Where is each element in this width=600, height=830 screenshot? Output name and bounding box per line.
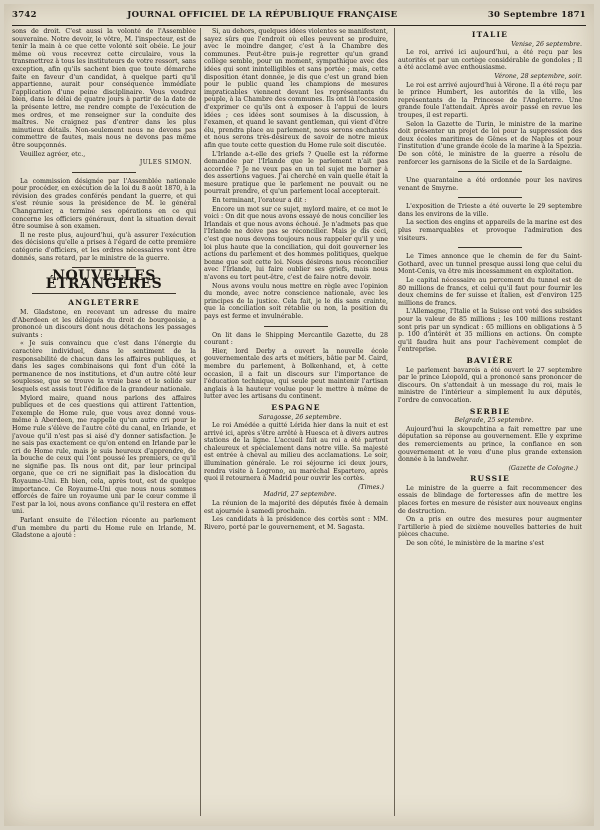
signature: JULES SIMON. [139, 159, 192, 167]
paragraph: Parlant ensuite de l'élection récente au parlement d'un membre du parti du Home rule en Irlande, M. Gladstone a ajouté : [12, 517, 196, 540]
issue-date: 30 Septembre 1871 [487, 10, 586, 20]
paragraph: Mylord maire, quand nous parlons des affaires publiques et de ces questions qui attirent l'attention, l'exemple de Home rule, que vous avez donné vous-même à Aberdeen, me rappelle qu'un autre cri pour le Home rule s'élève de l'autre côté du canal, en Irlande, et j'avoue qu'il n'est pas si aisé d'y donner satisfaction. Je ne sais pas exactement ce qu'on entend en Irlande par le cri de Home rule, mais je suis heureux d'apprendre, de la bouche de ceux qui l'ont poussé les premiers, ce qu'il ne signifie pas. Ils nous ont dit, par leur principal organe, que ce cri ne signifiait pas la dislocation du Royaume-Uni. Eh bien, cela, après tout, est de quelque importance. Ce Royaume-Uni que nous nous sommes efforcés de faire un royaume uni par le cœur comme il l'est par la loi, nous avons confiance qu'il restera en effet uni. [12, 394, 196, 516]
paragraph: L'exposition de Trieste a été ouverte le 29 septembre dans les environs de la ville. [398, 203, 582, 218]
column-1 [12, 28, 196, 816]
source-credit: (Gazette de Cologne.) [508, 464, 578, 472]
column-2 [204, 28, 388, 816]
page-number: 3742 [12, 10, 37, 20]
paragraph: Selon la Gazette de Turin, le ministre de la marine doit présenter un projet de loi pour la suppression des deux écoles maritimes de Gênes et de Naples et pour l'institution d'une grande école de la marine à la Spezzia. De son côté, le ministre de la guerre a résolu de renforcer les garnisons de la Sicile et de la Sardaigne. [398, 120, 582, 166]
paragraph: L'Irlande a-t-elle des griefs ? Quelle est la réforme demandée par l'Irlande que le parlement n'ait pas accordée ? Je ne veux pas en un tel sujet me borner à des assertions vagues. J'ai cherché en vain quelle était la mesure pratique que le parlement ne pouvait ou ne pourrait prendre, et qu'un parlement local accepterait. [204, 150, 388, 196]
paragraph: Si, au dehors, quelques idées violentes se manifestent, sayez sûrs que l'endroit où elles peuvent se produire, avec le moindre danger, c'est à la Chambre des communes. Peut-être puis-je regretter qu'un grand collège semble, pour un moment, sympathique avec des idées qui sont inintelligibles et sans portée ; mais, cette disposition étant donnée, je dis que c'est un grand bien pour le public quand les champions de mesures impraticables viennent devant les représentants du peuple, à la Chambre des communes. Ils ont là l'occasion d'exprimer ce qu'ils ont à exposer à l'appui de leurs idées ; ces idées sont soumises à la discussion, à l'examen, et quand le savant gentleman, qui vient d'être élu, prendra place au parlement, nous serons enchantés et nous serons très-désireux de savoir de notre mieux afin que toute cette question du Home rule soit discutée. [204, 28, 388, 149]
paragraph: Encore un mot sur ce sujet, mylord maire, et ce mot le voici : On dit que nous avons essayé de nous concilier les Irlandais et que nous avons échoué. Je n'admets pas que l'Irlande ne doive pas se réconcilier. Mais je dis ceci, c'est que nous devons toujours nous rappeler qu'il y une loi plus haute que la conciliation, qui doit gouverner les actions du parlement et des hommes politiques, quelque bonne que soit cette loi. Nous désirons nous réconcilier avec l'Irlande, lui faire oublier ses griefs, mais nous n'avons eu tort peut-être, c'est de faire notre devoir. [204, 205, 388, 281]
dateline: Vérone, 28 septembre, soir. [494, 72, 582, 80]
paragraph: On a pris en outre des mesures pour augmenter l'artillerie à pied de sixième nouvelles batteries de huit pièces chacune. [398, 516, 582, 539]
paragraph: Aujourd'hui la skoupchtina a fait remettre par une députation sa réponse au gouvernement. Elle y exprime des remerciements au prince, la confiance en son gouvernement et le vœu d'une plus grande extension donnée à la landwehr. [398, 425, 582, 464]
paragraph: On lit dans le Shipping Mercantile Gazette, du 28 courant : [204, 331, 388, 347]
column-divider [200, 28, 201, 816]
paragraph: Le roi, arrivé ici aujourd'hui, a été reçu par les autorités et par un cortège considérable de gondoles ; Il a été acclamé avec enthousiasme. [398, 49, 582, 72]
paragraph: Nous avons voulu nous mettre en règle avec l'opinion du monde, avec notre conscience nationale, avec les principes de la justice. Cela fait, je le dis sans crainte, que la conciliation soit rétablie ou non, la position du pays est ferme et invulnérable. [204, 282, 388, 320]
country-heading: SERBIE [469, 406, 511, 416]
divider [264, 326, 328, 327]
newspaper-page [4, 4, 594, 826]
divider [458, 171, 522, 172]
section-title: NOUVELLES ÉTRANGÈRES [45, 268, 163, 292]
dateline: Belgrade, 25 septembre. [454, 417, 534, 425]
country-heading: ESPAGNE [271, 402, 321, 412]
paragraph: Le roi Amédée a quitté Lérida hier dans la nuit et est arrivé ici, après s'être arrêté à Huesca et à divers autres stations de la ligne. L'accueil fait au roi a été partout chaleureux et spécialement dans notre ville. Sa majesté est entrée à cheval au milieu des acclamations. Le soir, illumination générale. Le roi séjourne ici deux jours, rendra visite à Logrono, au maréchal Espartero, après quoi il retournera à Madrid pour ouvrir les cortès. [204, 422, 388, 483]
paragraph: La commission désignée par l'Assemblée nationale pour procéder, en exécution de la loi du 8 août 1870, à la révision des grades conférés pendant la guerre, et qui s'est réunie sous la présidence de M. le général Changarnier, a terminé ses opérations en ce qui concerne les officiers généraux, dont la situation devait être soumise à son examen. [12, 177, 196, 231]
dateline: Venise, 26 septembre. [511, 40, 582, 48]
country-heading: ANGLETERRE [68, 298, 140, 308]
paragraph: sons de droit. C'est aussi la volonté de l'Assemblée souveraine. Notre devoir, le vôtre, M. l'inspecteur, est de tenir la main à ce que cette volonté soit obéie. Le jour même où vous recevrez cette circulaire, vous la transmettrez à tous les instituteurs de votre ressort, sans exception, afin qu'ils sachent bien que toute démarche faite en faveur d'un candidat, à quelque parti qu'il appartienne, aurait pour conséquence immédiate l'application d'une peine disciplinaire. Vous voudrez bien, dans le délai de quatre jours à partir de la date de la présente lettre, me rendre compte de l'exécution de mes ordres, et me renseigner sur la conduite des maîtres. Ne craignez pas d'entrer dans les plus minutieux détails. Non-seulement nous ne devons pas commettre de fautes, mais nous ne devons pas même être soupçonnés. [12, 28, 196, 149]
paragraph: Le ministre de la guerre a fait recommencer des essais de blindage de forteresses afin de mettre les places fortes en mesure de résister aux nouveaux engins de destruction. [398, 484, 582, 515]
paragraph: En terminant, l'orateur a dit : [212, 197, 307, 205]
paragraph: « Je suis convaincu que c'est dans l'énergie du caractère individuel, dans le sentiment de la responsabilité de chacun dans les affaires publiques, et dans les sages combinaisons qui font d'un côté la permanence de nos institutions, et d'un autre côté leur souplesse, que se trouve la vraie base et le solide sur lesquels est assis tout l'édifice de la grandeur nationale. [12, 340, 196, 393]
country-heading: RUSSIE [470, 474, 510, 484]
paragraph: Le roi est arrivé aujourd'hui à Vérone. Il a été reçu par le prince Humbert, les autorités de la ville, les représentants de la Princesse de l'Angleterre. Une grande foule l'attendait. Après avoir passé en revue les troupes, il est reparti. [398, 81, 582, 119]
paragraph: De son côté, le ministère de la marine s'est [406, 540, 544, 548]
page-header [12, 10, 586, 24]
paragraph: Le Times annonce que le chemin de fer du Saint-Gothard, avec un tunnel presque aussi long que celui du Mont-Cenis, va être mis incessamment en exploitation. [398, 253, 582, 276]
journal-title: JOURNAL OFFICIEL DE LA RÉPUBLIQUE FRANÇAISE [127, 10, 398, 20]
country-heading: BAVIÈRE [466, 355, 514, 365]
paragraph: Une quarantaine a été ordonnée pour les navires venant de Smyrne. [398, 177, 582, 192]
paragraph: Il ne reste plus, aujourd'hui, qu'à assurer l'exécution des décisions qu'elle a prises à l'égard de cette première catégorie d'officiers, et les ordres nécessaires vont être donnés, sans retard, par le ministre de la guerre. [12, 231, 196, 262]
paragraph: M. Gladstone, en recevant un adresse du maire d'Aberdeen et les délégués du droit de bourgeoisie, a prononcé un discours dont nous détachons les passages suivants : [12, 309, 196, 339]
divider [458, 247, 522, 248]
source-credit: (Times.) [357, 483, 384, 491]
country-heading: ITALIE [471, 30, 509, 39]
paragraph: Le parlement bavarois a été ouvert le 27 septembre par le prince Léopold, qui a prononcé sans prononcer de discours. On s'attendait à un message du roi, mais le ministre de l'intérieur a simplement lu aux députés, l'ordre de convocation. [398, 366, 582, 404]
paragraph: La section des engins et appareils de la marine est des plus remarquables et provoque l'admiration des visiteurs. [398, 219, 582, 242]
paragraph: Veuillez agréer, etc., [20, 150, 86, 158]
divider [72, 172, 136, 173]
paragraph: Hier, lord Derby a ouvert la nouvelle école gouvernementale des arts et métiers, bâtie par M. Caird, membre du parlement, à Bolkenhand, et, à cette occasion, il a fait un discours sur l'importance de l'éducation technique, qui seule peut maintenir l'artisan anglais à la hauteur voulue pour le mettre à même de lutter avec les artisans du continent. [204, 347, 388, 401]
paragraph: L'Allemagne, l'Italie et la Suisse ont voté des subsides pour la valeur de 85 millions ; les 100 millions restant sont pris par un syndicat : 65 millions en obligations à 5 p. 100 d'intérêt et 35 millions en actions. On compte qu'il faudra huit ans pour l'achèvement complet de l'entreprise. [398, 308, 582, 354]
column-3 [398, 28, 582, 816]
dateline: Madrid, 27 septembre. [263, 491, 337, 499]
divider [458, 197, 522, 198]
dateline: Saragosse, 26 septembre. [258, 413, 342, 421]
paragraph: La réunion de la majorité des députés fixée à demain est ajournée à samedi prochain. [204, 500, 388, 515]
header-rule [12, 25, 586, 26]
column-divider [394, 28, 395, 816]
paragraph: Les candidats à la présidence des cortès sont : MM. Rivero, porté par le gouvernement, et M. Sagasta. [204, 516, 388, 531]
divider [32, 293, 176, 294]
paragraph: Le capital nécessaire au percement du tunnel est de 80 millions de francs, et celui qu'il faut pour fournir les deux chemins de fer suisse et italien, est d'environ 125 millions de francs. [398, 277, 582, 307]
